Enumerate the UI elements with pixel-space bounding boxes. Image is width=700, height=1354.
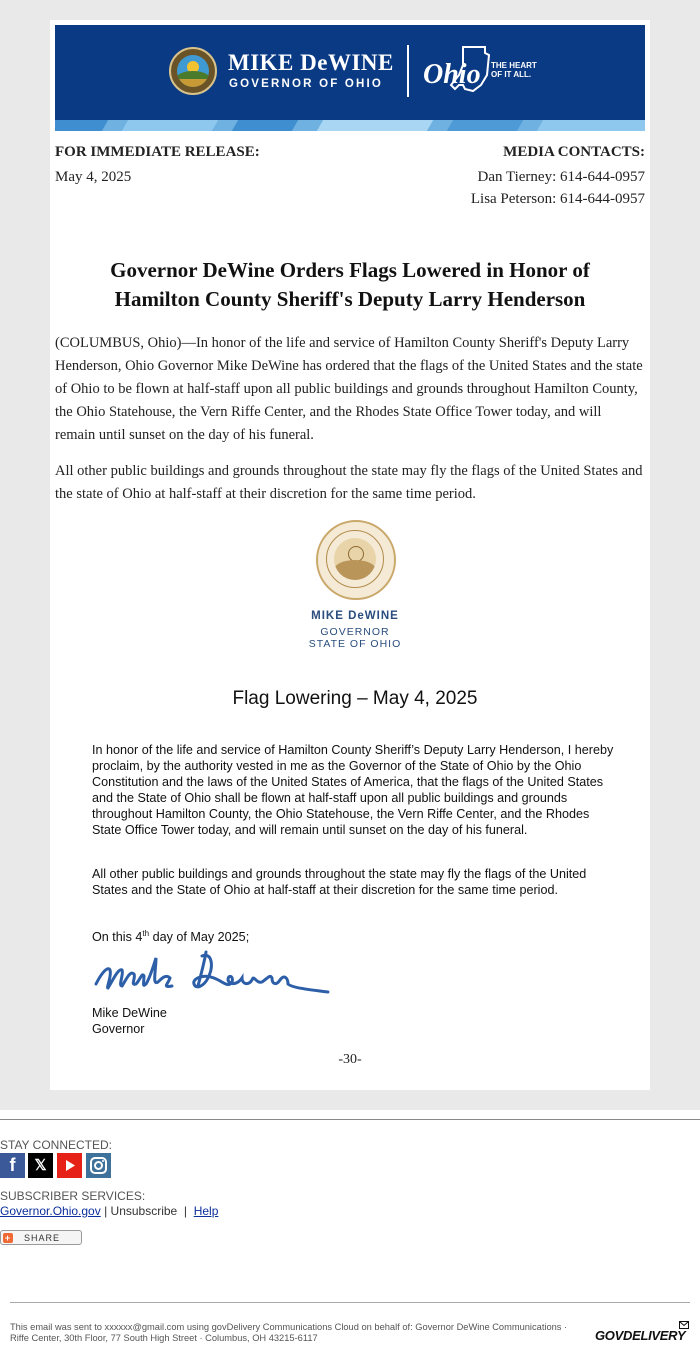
release-info [55,144,260,188]
signer-title: Governor [92,1022,145,1036]
press-headline [55,256,645,314]
footer-bottom-divider [10,1302,690,1303]
proclamation-paragraph: In honor of the life and service of Hamilton County Sheriff’s Deputy Larry Henderson, I hereby proclaim, by the authority vested in me as the Governor of the State of Ohio by the Ohio Constitution and the laws of the United States of America, that the flags of the United States and the State of Ohio shall be flown at half-staff upon all public buildings and grounds throughout Hamilton County, the Ohio Statehouse, the Vern Riffe Center, and the Rhodes State Office Tower today, and will remain until sunset on the day of his funeral. [92,743,614,837]
subscriber-links [0,1204,218,1218]
governor-office-seal-icon [316,520,396,600]
link-separator: | [100,1204,111,1218]
governor-title: GOVERNOR OF OHIO [229,78,384,90]
email-card [50,20,650,1090]
ohio-tagline-line2: OF IT ALL. [491,70,532,79]
seal-title: GOVERNOR [320,626,390,638]
envelope-icon [679,1321,689,1329]
proclamation-paragraph: All other public buildings and grounds throughout the state may fly the flags of the United States and the State of Ohio at half-staff at their discretion for the same time period. [92,867,587,897]
help-link[interactable]: Help [193,1204,219,1218]
media-contacts-label: MEDIA CONTACTS: [503,144,645,160]
release-date: May 4, 2025 [55,169,132,185]
body-paragraph: (COLUMBUS, Ohio)—In honor of the life and service of Hamilton County Sheriff's Deputy Larry Henderson, Ohio Governor Mike DeWine has ordered that the flags of the United States and the state of Ohio to be flown at half-staff upon all public buildings and grounds throughout Hamilton County, the Ohio Statehouse, the Vern Riffe Center, and the Rhodes State Office Tower today, and will remain until sunset on the day of his funeral. [55,335,643,443]
header-stripes [55,120,645,131]
ohio-logo-text: Ohio [423,59,481,90]
unsubscribe-link[interactable]: Unsubscribe [110,1204,178,1218]
proclamation-date [92,926,616,945]
seal-subtitle: STATE OF OHIO [308,638,402,650]
governor-site-link[interactable]: Governor.Ohio.gov [0,1204,101,1218]
governor-seal-icon [169,47,217,95]
header-banner [55,25,645,131]
govdelivery-logo: GOVDELIVERY [595,1328,686,1343]
plus-icon: + [4,1233,12,1243]
x-icon[interactable]: 𝕏 [28,1153,53,1178]
share-label: SHARE [24,1233,61,1243]
governor-name: MIKE DeWINE [228,50,394,75]
seal-name: MIKE DeWINE [311,610,399,622]
youtube-icon[interactable] [57,1153,82,1178]
media-contact: Lisa Peterson: 614-644-0957 [470,191,645,207]
end-mark: -30- [338,1052,362,1067]
ohio-tagline [491,61,537,79]
fine-print: This email was sent to xxxxxx@gmail.com using govDelivery Communications Cloud on behalf of: Governor DeWine Communications · Riffe Center, 30th Floor, 77 South High Street · Columbus, OH 43215-6117 [10,1322,568,1343]
facebook-icon[interactable]: f [0,1153,25,1178]
instagram-icon[interactable] [86,1153,111,1178]
headline-line2: Hamilton County Sheriff's Deputy Larry Henderson [114,287,586,311]
governor-signature [92,944,342,1002]
date-superscript: th [142,929,150,938]
ohio-logo-icon [419,45,491,97]
release-label: FOR IMMEDIATE RELEASE: [55,144,260,160]
media-contacts [471,144,645,210]
header-divider [407,45,409,97]
stay-connected-label: STAY CONNECTED: [0,1138,113,1152]
date-suffix: day of May 2025; [149,930,250,945]
media-contact: Dan Tierney: 614-644-0957 [477,169,645,185]
headline-line1: Governor DeWine Orders Flags Lowered in Honor of [110,258,590,282]
date-prefix: On this 4 [92,930,143,945]
body-paragraph: All other public buildings and grounds throughout the state may fly the flags of the United States and the state of Ohio at half-staff at their discretion for the same time period. [55,463,643,502]
share-button[interactable] [0,1230,82,1245]
ohio-tagline-line1: THE HEART [491,61,537,70]
subscriber-services-label: SUBSCRIBER SERVICES: [0,1189,146,1203]
proclamation-title: Flag Lowering – May 4, 2025 [232,688,478,709]
footer-divider [0,1119,700,1120]
link-separator: | [177,1204,194,1218]
signer-name: Mike DeWine [92,1006,167,1020]
